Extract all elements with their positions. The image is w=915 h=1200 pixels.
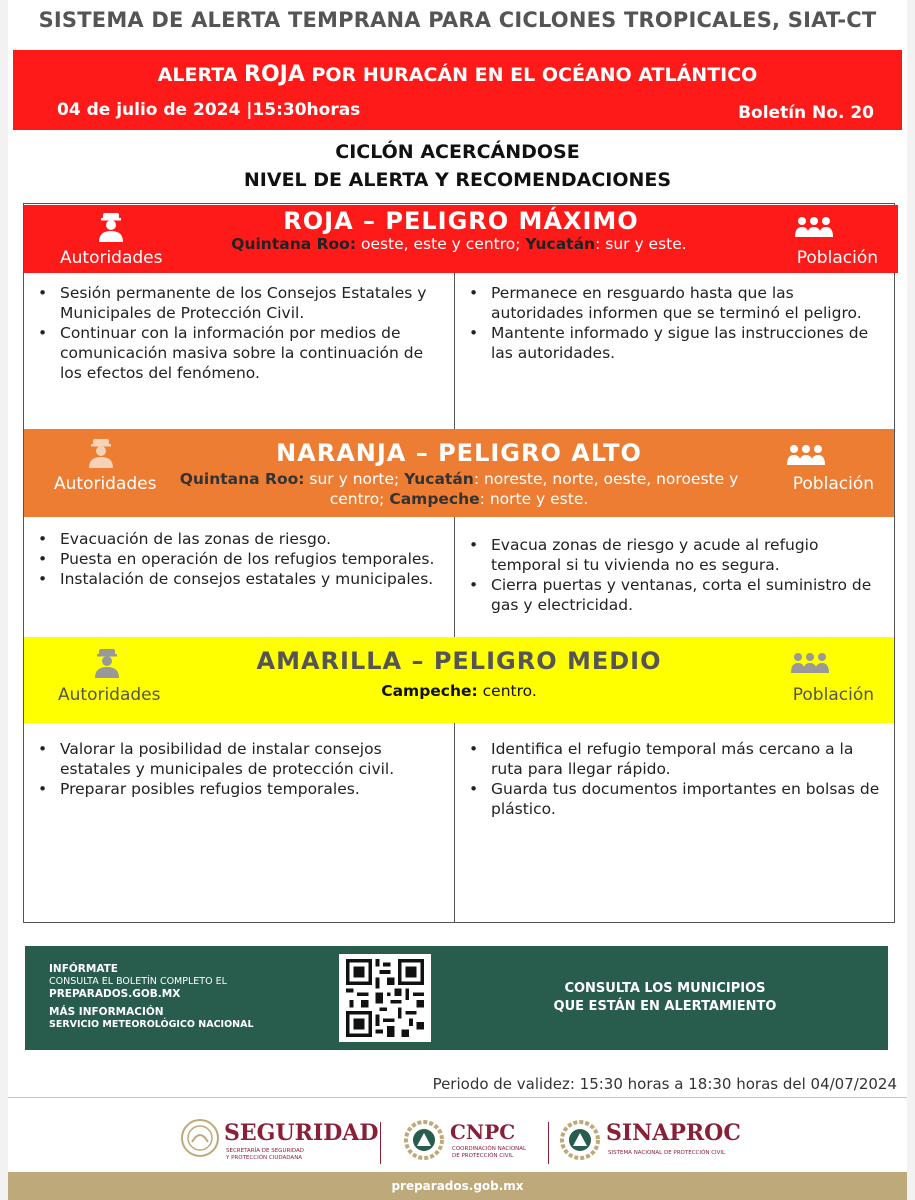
authorities-recommendations — [36, 529, 446, 589]
section-subtitle: NIVEL DE ALERTA Y RECOMENDACIONES — [243, 169, 672, 191]
seguridad-subtitle — [226, 1148, 304, 1162]
national-seal-icon — [180, 1116, 220, 1160]
cta-line: QUE ESTÁN EN ALERTAMIENTO — [553, 999, 777, 1014]
zone-state: Quintana Roo: — [179, 470, 305, 488]
authorities-label: Autoridades — [60, 248, 163, 268]
bulletin-number: Boletín No. 20 — [738, 103, 874, 123]
seguridad-sub-line: Y PROTECCIÓN CIUDADANA — [226, 1155, 303, 1161]
list-item: • Instalación de consejos estatales y municipales. — [36, 569, 446, 589]
alert-title-post: POR HURACÁN EN EL OCÉANO ATLÁNTICO — [304, 64, 758, 86]
authorities-recommendations — [36, 739, 446, 799]
level-name: NARANJA – PELIGRO ALTO — [276, 439, 642, 467]
list-item: • Continuar con la información por medios de comunicación masiva sobre la continuación de los efectos del fenómeno. — [36, 323, 446, 383]
validity-period: Periodo de validez: 15:30 horas a 18:30 horas del 04/07/2024 — [432, 1075, 897, 1093]
bulletin-date: 04 de julio de 2024 |15:30horas — [57, 100, 361, 120]
level-zones — [164, 469, 754, 509]
cnpc-logo-text: CNPC — [450, 1120, 516, 1144]
cta-line: CONSULTA LOS MUNICIPIOS — [564, 981, 766, 996]
seguridad-sub-line: SECRETARÍA DE SEGURIDAD — [226, 1148, 305, 1154]
alert-banner — [13, 50, 902, 130]
alert-levels-table — [23, 203, 895, 923]
list-item: • Guarda tus documentos importantes en bolsas de plástico. — [467, 779, 887, 819]
alert-level-word: ROJA — [244, 62, 305, 87]
info-panel — [25, 946, 888, 1050]
population-group-icon — [786, 443, 826, 467]
footer-divider — [8, 1097, 907, 1098]
zone-areas: : norte y este. — [479, 490, 589, 508]
qr-code-icon[interactable] — [339, 954, 431, 1042]
zone-state: Yucatán — [525, 235, 596, 253]
zone-state: Quintana Roo: — [231, 235, 357, 253]
page-title: SISTEMA DE ALERTA TEMPRANA PARA CICLONES TROPICALES, SIAT-CT — [38, 8, 877, 32]
level-zones — [164, 681, 754, 701]
list-item: • Preparar posibles refugios temporales. — [36, 779, 446, 799]
population-group-icon — [794, 215, 834, 239]
cnpc-sub-line: COORDINACIÓN NACIONAL — [452, 1146, 527, 1152]
qr-code-pattern — [344, 959, 426, 1037]
zone-areas: : sur y este. — [595, 235, 687, 253]
zone-areas: sur y norte; — [304, 470, 405, 488]
zone-state: Yucatán — [404, 470, 474, 488]
sinaproc-emblem-icon — [560, 1120, 600, 1160]
list-item: • Evacua zonas de riesgo y acude al refugio temporal si tu vivienda no es segura. — [467, 535, 887, 575]
zone-areas: : noreste, norte, oeste, noroeste y centro; — [329, 470, 739, 508]
list-item: • Mantente informado y sigue las instrucciones de las autoridades. — [467, 323, 887, 363]
list-item: • Cierra puertas y ventanas, corta el suministro de gas y electricidad. — [467, 575, 887, 615]
authorities-recommendations — [36, 283, 446, 383]
level-name: ROJA – PELIGRO MÁXIMO — [283, 207, 639, 235]
consulta-label: CONSULTA EL BOLETÍN COMPLETO EL — [49, 976, 227, 987]
list-item: • Evacuación de las zonas de riesgo. — [36, 529, 446, 549]
bulletin-sheet — [8, 0, 907, 1200]
site-link[interactable]: PREPARADOS.GOB.MX — [49, 988, 181, 1000]
zone-areas: centro. — [477, 682, 537, 700]
column-divider — [454, 517, 455, 637]
population-group-icon — [790, 651, 830, 675]
list-item: • Puesta en operación de los refugios temporales. — [36, 549, 446, 569]
cnpc-emblem-icon — [404, 1120, 444, 1160]
logo-separator — [548, 1122, 549, 1164]
zone-state: Campeche: — [381, 682, 478, 700]
logo-separator — [380, 1122, 381, 1164]
list-item: • Valorar la posibilidad de instalar consejos estatales y municipales de protección civil. — [36, 739, 446, 779]
column-divider — [454, 723, 455, 923]
population-recommendations — [467, 535, 887, 615]
zone-areas: oeste, este y centro; — [356, 235, 526, 253]
level-zones — [164, 234, 754, 254]
level-name: AMARILLA – PELIGRO MEDIO — [256, 647, 662, 675]
footer-url[interactable]: preparados.gob.mx — [8, 1172, 907, 1200]
population-label: Población — [792, 474, 874, 494]
level-orange-header — [24, 429, 894, 517]
population-recommendations — [467, 283, 887, 363]
list-item: • Identifica el refugio temporal más cercano a la ruta para llegar rápido. — [467, 739, 887, 779]
cnpc-sub-line: DE PROTECCIÓN CIVIL — [452, 1153, 514, 1159]
section-title: CICLÓN ACERCÁNDOSE — [335, 141, 580, 163]
alert-title — [13, 62, 902, 87]
level-yellow-header — [24, 637, 894, 723]
authorities-label: Autoridades — [54, 474, 157, 494]
population-recommendations — [467, 739, 887, 819]
more-info-label: MÁS INFORMACIÓN — [49, 1006, 164, 1018]
list-item: • Permanece en resguardo hasta que las autoridades informen que se terminó el peligro. — [467, 283, 887, 323]
list-item: • Sesión permanente de los Consejos Estatales y Municipales de Protección Civil. — [36, 283, 446, 323]
authorities-label: Autoridades — [58, 685, 161, 705]
informate-label: INFÓRMATE — [49, 963, 118, 975]
population-label: Población — [796, 248, 878, 268]
institution-logos — [8, 1112, 907, 1172]
column-divider — [454, 273, 455, 429]
alert-title-pre: ALERTA — [157, 64, 245, 86]
sinaproc-logo-text: SINAPROC — [606, 1120, 741, 1146]
cnpc-subtitle — [452, 1146, 526, 1160]
smn-label: SERVICIO METEOROLÓGICO NACIONAL — [49, 1019, 254, 1030]
population-label: Población — [792, 685, 874, 705]
seguridad-logo-text: SEGURIDAD — [224, 1120, 379, 1146]
sinaproc-subtitle: SISTEMA NACIONAL DE PROTECCIÓN CIVIL — [608, 1150, 726, 1156]
zone-state: Campeche — [389, 490, 480, 508]
municipalities-cta — [515, 980, 815, 1016]
level-red-header — [24, 205, 898, 273]
